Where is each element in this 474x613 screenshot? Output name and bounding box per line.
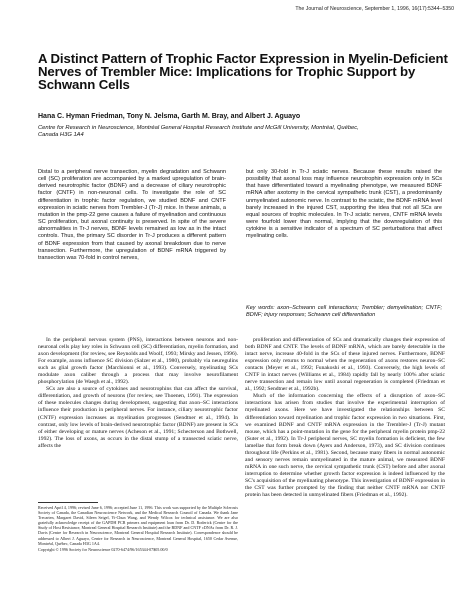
footnote-text: Received April 4, 1996; revised June 6, 1996; accepted June 11, 1996. This work was supported by the Multiple Sclerosis Society of Canada, the Canadian Neuroscience Network, and the Medical Research Council of Canada. We thank Jane Trecarten, Margaret David, Sileen Seigel, Yi-Chun Wang, and Wendy Wilcox for technical assistance. We are also gratefully acknowledge receipt of the GAPDH PCR primers and equipment loan from Dr. D. Roderick (Centre for the Study of Host Resistance, Montreal General Hospital Research Institute) and the BDNF and CNTF cDNAs from Dr. R. J. Davis (Centre for Research in Neuroscience, Montreal General Hospital Research Institute). Correspondence should be addressed to Albert J. Aguayo, Centre for Research in Neuroscience, Montreal General Hospital, 1650 Cedar Avenue, Montréal, Québec, Canada H3G 1A4. <box>38 505 238 546</box>
footnote-divider <box>38 502 98 503</box>
footnote <box>38 505 238 552</box>
body-paragraph: In the peripheral nervous system (PNS), interactions between neurons and non-neuronal cells play key roles in Schwann cell (SC) differentiation, myelin formation, and axon development (for review, see Reynolds and Woolf, 1993; Mirsky and Jessen, 1996). For example, axons influence SC division (Salzer et al., 1980), probably via neuregulins such as glial growth factor (Marchionni et al., 1993). Conversely, myelinating SCs modulate axon caliber through a process that may involve neurofilament phosphorylation (de Waegh et al., 1992). <box>38 337 238 386</box>
affiliation: Centre for Research in Neuroscience, Montréal General Hospital Research Institute and McGill University, Montréal, Québec, Canada H3G 1A4 <box>38 125 359 139</box>
body-right-column <box>245 337 445 499</box>
body-paragraph: Much of the information concerning the effects of a disruption of axon–SC interactions has arisen from studies that involve the experimental interruption of myelinated axons. Here we have investigated the relationships between SC differentiation toward myelination and trophic factor expression in two situations. First, we examined BDNF and CNTF mRNA expression in the Trembler-J (Tr-J) mutant mouse, which has a point-mutation in the gene for the peripheral myelin protein pmp-22 (Suter et al., 1992). In Tr-J peripheral nerves, SC myelin formation is deficient, the few lamellae that form break down (Ayers and Anderson, 1973), and SC division continues throughout life (Perkins et al., 1981). Second, because many fibers in normal autonomic and sensory nerves remain unmyelinated in the mature animal, we measured BDNF mRNA in one such nerve, the cervical sympathetic trunk (CST) before and after axonal interruption to determine whether growth factor expression is indeed influenced by the SC's acquisition of the myelinating phenotype. This investigation of BDNF expression in the CST was further prompted by the finding that neither CNTF mRNA nor CNTF protein has been detected in unmyelinated fibers (Friedman et al., 1992). <box>245 393 445 499</box>
copyright-line: Copyright © 1996 Society for Neuroscience 0270-6474/96/165344-07$05.00/0 <box>38 546 168 552</box>
keywords: Key words: axon–Schwann cell interactions; Trembler; demyelination; CNTF; BDNF; injury responses; Schwann cell differentiation <box>246 305 442 319</box>
abstract-text-left: Distal to a peripheral nerve transection, myelin degradation and Schwann cell (SC) proliferation are accompanied by a marked upregulation of brain-derived neurotrophic factor (BDNF) and a decrease of ciliary neurotrophic factor (CNTF) in non-neuronal cells. To investigate the role of SC differentiation in trophic factor regulation, we studied BDNF and CNTF expression in sciatic nerves from Trembler-J (Tr-J) mice. In these animals, a mutation in the pmp-22 gene causes a failure of myelination and continuous SC proliferation, but axonal continuity is preserved. In spite of the severe abnormalities in Tr-J nerves, BDNF levels remained as low as in the intact controls. Thus, the primary SC disorder in Tr-J produces a different pattern of BDNF expression from that caused by axonal breakdown due to nerve transection. Furthermore, the upregulation of BDNF mRNA triggered by transection was 70-fold in control nerves, <box>38 169 226 261</box>
author-list: Hana C. Hyman Friedman, Tony N. Jelsma, Garth M. Bray, and Albert J. Aguayo <box>38 113 301 120</box>
abstract-text-right: but only 30-fold in Tr-J sciatic nerves. Because these results raised the possibility that axonal loss may influence neurotrophin expression only in SCs that have differentiated toward a myelinating phenotype, we measured BDNF mRNA after axotomy in the cervical sympathetic trunk (CST), a predominantly unmyelinated autonomic nerve. In contrast to the sciatic, the BDNF mRNA level barely increased in the injured CST, supporting the idea that not all SCs are equal sources of trophic molecules. In Tr-J sciatic nerves, CNTF mRNA levels were fourfold lower than normal, implying that the downregulation of this cytokine is a sensitive indicator of a spectrum of SC perturbations that affect myelinating cells. <box>246 169 442 240</box>
body-paragraph: SCs are also a source of cytokines and neurotrophins that can affect the survival, differentiation, and growth of neurons (for review, see Thoenen, 1991). The expression of these molecules changes during development, suggesting that axon–SC interactions influence their production in peripheral nerves. For instance, ciliary neurotrophic factor (CNTF) expression increases as myelination progresses (Sendtner et al., 1994). In contrast, only low levels of brain-derived neurotrophic factor (BDNF) are present in SCs of either developing or mature nerves (Acheson et al., 1991; Schecterson and Bothwell, 1992). The loss of axons, as occurs in the distal stump of a transected sciatic nerve, affects the <box>38 386 238 449</box>
abstract-right-column <box>246 169 442 241</box>
body-paragraph: proliferation and differentiation of SCs and dramatically changes their expression of both BDNF and CNTF. The levels of BDNF mRNA, which are barely detectable in the intact nerve, increase 40-fold in the SCs of these injured nerves. Furthermore, BDNF expression only returns to normal when the regeneration of axons restores neuron–SC contacts (Meyer et al., 1992; Funakoshi et al., 1993). Conversely, the high levels of CNTF in intact nerves (Williams et al., 1984) rapidly fall by nearly 100% after sciatic nerve transection and remain low until axonal regeneration is completed (Friedman et al., 1992; Sendtner et al., 1992b). <box>245 337 445 393</box>
abstract-left-column <box>38 169 226 262</box>
body-left-column <box>38 337 238 450</box>
article-title: A Distinct Pattern of Trophic Factor Expression in Myelin-Deficient Nerves of Trembler Mice: Implications for Trophic Support by Schwann Cells <box>38 51 448 93</box>
journal-header: The Journal of Neuroscience, September 1, 1996, 16(17):5344–5350 <box>295 6 454 12</box>
